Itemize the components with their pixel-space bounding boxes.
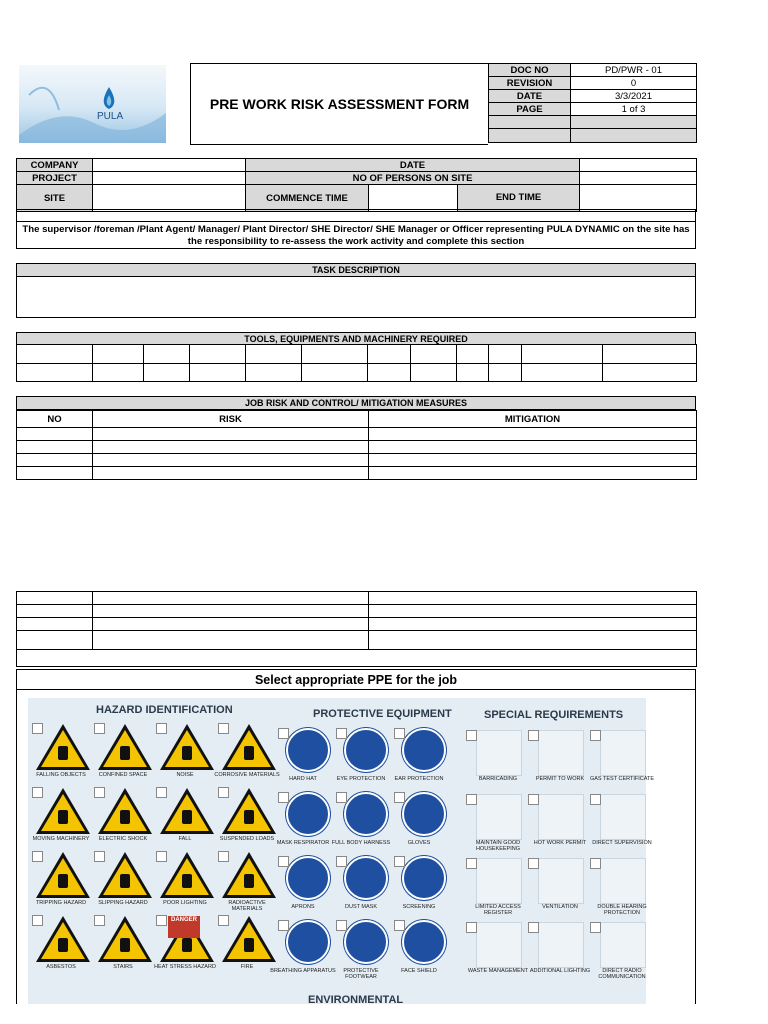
site-label: SITE [17,185,93,212]
mitigation-cell[interactable] [369,428,697,441]
risk-no-cell[interactable] [17,592,93,605]
full-body-harness-icon [344,792,388,836]
end-time-label: END TIME [458,185,580,212]
tools-heading: TOOLS, EQUIPMENTS AND MACHINERY REQUIRED [16,332,696,345]
risk-cell[interactable] [93,631,369,650]
double-hearing-protection-checkbox[interactable] [590,858,601,869]
risk-heading: JOB RISK AND CONTROL/ MITIGATION MEASURES [16,396,696,410]
responsibility-line-1: The supervisor /foreman /Plant Agent/ Manager/ Plant Director/ SHE Director/ SHE Manager or Officer representing PULA DYNAMIC on the site has [22,224,690,235]
company-label: COMPANY [17,159,93,172]
permit-to-work-icon [538,730,584,776]
heat-stress-hazard-checkbox[interactable] [156,915,167,926]
mitigation-cell[interactable] [369,631,697,650]
tools-cell[interactable] [302,364,368,382]
meta-blank-cell [571,116,697,129]
title-box [190,63,488,145]
hazard-label: NOISE [176,772,194,778]
screening-icon [402,856,446,900]
tools-cell[interactable] [489,345,522,364]
revision-value[interactable]: 0 [571,77,697,90]
hot-work-permit-checkbox[interactable] [528,794,539,805]
danger-sign: DANGER [168,916,200,938]
risk-cell[interactable] [93,441,369,454]
ventilation-checkbox[interactable] [528,858,539,869]
eye-protection-icon [344,728,388,772]
ear-protection-checkbox[interactable] [394,728,405,739]
protective-label: SCREENING [402,904,436,910]
special-label: ADDITIONAL LIGHTING [529,968,591,974]
revision-label: REVISION [489,77,571,90]
protective-label: FULL BODY HARNESS [331,840,391,846]
special-label: LIMITED ACCESS REGISTER [475,904,521,916]
tools-cell[interactable] [144,364,190,382]
hazard-label: ASBESTOS [46,964,76,970]
protective-label: DUST MASK [345,904,377,910]
company-field[interactable] [93,159,246,172]
protective-label: GLOVES [407,840,431,846]
tools-table [16,344,697,382]
mitigation-cell[interactable] [369,592,697,605]
project-field[interactable] [93,172,246,185]
risk-cell[interactable] [93,592,369,605]
maintain-good-housekeeping-icon [476,794,522,840]
tools-cell[interactable] [489,364,522,382]
hazard-label: RADIOACTIVE MATERIALS [228,900,266,912]
responsibility-box [16,209,696,249]
face-shield-checkbox[interactable] [394,920,405,931]
asbestos-checkbox[interactable] [32,915,43,926]
date-value[interactable]: 3/3/2021 [571,90,697,103]
protective-label: EYE PROTECTION [336,776,386,782]
suspended-loads-checkbox[interactable] [218,787,229,798]
tools-cell[interactable] [17,364,93,382]
project-label: PROJECT [17,172,93,185]
special-label: DOUBLE HEARING PROTECTION [597,904,647,916]
tools-cell[interactable] [457,345,489,364]
ear-protection-icon [402,728,446,772]
risk-no-cell[interactable] [17,618,93,631]
face-shield-icon [402,920,446,964]
protective-label: MASK RESPIRATOR [276,840,330,846]
responsibility-spacer [17,210,695,222]
page-value[interactable]: 1 of 3 [571,103,697,116]
hazard-label: CORROSIVE MATERIALS [214,772,280,778]
special-label: WASTE MANAGEMENT [467,968,529,974]
fall-checkbox[interactable] [156,787,167,798]
mitigation-cell[interactable] [369,441,697,454]
doc-no-value[interactable]: PD/PWR - 01 [571,64,697,77]
special-label: DIRECT SUPERVISION [592,840,652,846]
hazard-label: TRIPPING HAZARD [35,900,87,906]
hazard-label: HEAT STRESS HAZARD [154,964,216,970]
maintain-good-housekeeping-checkbox[interactable] [466,794,477,805]
tools-cell[interactable] [368,345,411,364]
special-label: GAS TEST CERTIFICATE [589,776,655,782]
gas-test-certificate-icon [600,730,646,776]
hot-work-permit-icon [538,794,584,840]
tools-cell[interactable] [603,364,697,382]
hazard-label: STAIRS [113,964,133,970]
page-label: PAGE [489,103,571,116]
commence-time-label: COMMENCE TIME [246,185,369,212]
barricading-icon [476,730,522,776]
screening-checkbox[interactable] [394,856,405,867]
risk-cell[interactable] [93,618,369,631]
doc-meta-table [488,63,697,143]
risk-cell[interactable] [93,605,369,618]
tools-cell[interactable] [457,364,489,382]
risk-table-continued [16,591,697,667]
barricading-checkbox[interactable] [466,730,477,741]
direct-radio-communication-checkbox[interactable] [590,922,601,933]
tools-cell[interactable] [603,345,697,364]
breathing-apparatus-checkbox[interactable] [278,920,289,931]
special-label: BARRICADING [478,776,518,782]
tools-cell[interactable] [93,364,144,382]
hazard-label: SLIPPING HAZARD [98,900,148,906]
direct-radio-communication-icon [600,922,646,968]
confined-space-checkbox[interactable] [94,723,105,734]
double-hearing-protection-icon [600,858,646,904]
hazard-label: FIRE [240,964,254,970]
protective-label: APRONS [291,904,315,910]
mitigation-cell[interactable] [369,605,697,618]
direct-supervision-checkbox[interactable] [590,794,601,805]
falling-objects-checkbox[interactable] [32,723,43,734]
meta-blank-cell [489,129,571,143]
breathing-apparatus-icon [286,920,330,964]
commence-time-field[interactable] [369,185,458,212]
page-title: PRE WORK RISK ASSESSMENT FORM [209,96,470,112]
protective-label: BREATHING APPARATUS [270,968,336,974]
risk-col-risk: RISK [93,411,369,428]
limited-access-register-icon [476,858,522,904]
tools-cell[interactable] [411,364,457,382]
waste-management-checkbox[interactable] [466,922,477,933]
company-logo [19,65,166,143]
additional-lighting-icon [538,922,584,968]
gloves-checkbox[interactable] [394,792,405,803]
tools-cell[interactable] [411,345,457,364]
tools-cell[interactable] [190,345,246,364]
hard-hat-icon [286,728,330,772]
slipping-hazard-checkbox[interactable] [94,851,105,862]
tools-cell[interactable] [93,345,144,364]
special-label: VENTILATION [542,904,578,910]
dust-mask-checkbox[interactable] [336,856,347,867]
tools-cell[interactable] [190,364,246,382]
tools-cell[interactable] [246,364,302,382]
site-info-table [16,158,697,212]
special-label: PERMIT TO WORK [535,776,585,782]
ppe-chart [28,698,655,1006]
end-time-field[interactable] [580,185,697,212]
limited-access-register-checkbox[interactable] [466,858,477,869]
hazard-label: SUSPENDED LOADS [219,836,275,842]
risk-no-cell[interactable] [17,605,93,618]
protective-label: HARD HAT [289,776,317,782]
tools-cell[interactable] [522,364,603,382]
risk-cell[interactable] [93,428,369,441]
mask-respirator-icon [286,792,330,836]
risk-no-cell[interactable] [17,428,93,441]
logo-text: PULA [97,111,124,122]
special-label: MAINTAIN GOOD HOUSEKEEPING [475,840,521,852]
tools-cell[interactable] [17,345,93,364]
aprons-checkbox[interactable] [278,856,289,867]
aprons-icon [286,856,330,900]
date-label: DATE [489,90,571,103]
risk-col-mitigation: MITIGATION [369,411,697,428]
risk-col-no: NO [17,411,93,428]
hazard-label: POOR LIGHTING [163,900,207,906]
tools-cell[interactable] [302,345,368,364]
hazard-label: MOVING MACHINERY [32,836,90,842]
ppe-heading [16,669,696,690]
tools-cell[interactable] [144,345,190,364]
task-description-heading: TASK DESCRIPTION [16,263,696,277]
moving-machinery-checkbox[interactable] [32,787,43,798]
tools-cell[interactable] [246,345,302,364]
risk-cell[interactable] [93,454,369,467]
task-description-field[interactable] [16,276,696,318]
risk-table [16,410,697,480]
fire-checkbox[interactable] [218,915,229,926]
mitigation-cell[interactable] [369,618,697,631]
persons-field[interactable] [580,172,697,185]
special-requirements-title: SPECIAL REQUIREMENTS [484,709,624,721]
stairs-checkbox[interactable] [94,915,105,926]
protective-footwear-icon [344,920,388,964]
special-label: HOT WORK PERMIT [533,840,587,846]
persons-label: NO OF PERSONS ON SITE [246,172,580,185]
tools-cell[interactable] [368,364,411,382]
meta-blank-cell [571,129,697,143]
environmental-title: ENVIRONMENTAL [308,994,404,1006]
protective-label: PROTECTIVE FOOTWEAR [343,968,379,980]
electric-shock-checkbox[interactable] [94,787,105,798]
noise-checkbox[interactable] [156,723,167,734]
hazard-label: CONFINED SPACE [98,772,148,778]
risk-cell[interactable] [93,467,369,480]
waste-management-icon [476,922,522,968]
hard-hat-checkbox[interactable] [278,728,289,739]
direct-supervision-icon [600,794,646,840]
poor-lighting-checkbox[interactable] [156,851,167,862]
special-label: DIRECT RADIO COMMUNICATION [598,968,646,980]
date-field[interactable] [580,159,697,172]
hazard-label: ELECTRIC SHOCK [98,836,148,842]
risk-blank-row [17,650,697,667]
risk-no-cell[interactable] [17,454,93,467]
ppe-heading-text: Select appropriate PPE for the job [254,673,458,687]
tools-cell[interactable] [522,345,603,364]
additional-lighting-checkbox[interactable] [528,922,539,933]
permit-to-work-checkbox[interactable] [528,730,539,741]
gas-test-certificate-checkbox[interactable] [590,730,601,741]
corrosive-materials-checkbox[interactable] [218,723,229,734]
mitigation-cell[interactable] [369,467,697,480]
responsibility-line-2: the responsibility to re-assess the work activity and complete this section [187,236,525,247]
risk-no-cell[interactable] [17,467,93,480]
meta-blank-cell [489,116,571,129]
dust-mask-icon [344,856,388,900]
radioactive-materials-checkbox[interactable] [218,851,229,862]
protective-equipment-title: PROTECTIVE EQUIPMENT [313,708,452,720]
full-body-harness-checkbox[interactable] [336,792,347,803]
gloves-icon [402,792,446,836]
tripping-hazard-checkbox[interactable] [32,851,43,862]
hazard-label: FALLING OBJECTS [36,772,86,778]
risk-no-cell[interactable] [17,441,93,454]
eye-protection-checkbox[interactable] [336,728,347,739]
protective-label: EAR PROTECTION [394,776,444,782]
protective-label: FACE SHIELD [401,968,437,974]
date-field-label: DATE [246,159,580,172]
site-field[interactable] [93,185,246,212]
doc-no-label: DOC NO [489,64,571,77]
mitigation-cell[interactable] [369,454,697,467]
hazard-identification-title: HAZARD IDENTIFICATION [96,704,233,716]
ventilation-icon [538,858,584,904]
hazard-label: FALL [178,836,192,842]
protective-footwear-checkbox[interactable] [336,920,347,931]
mask-respirator-checkbox[interactable] [278,792,289,803]
risk-no-cell[interactable] [17,631,93,650]
